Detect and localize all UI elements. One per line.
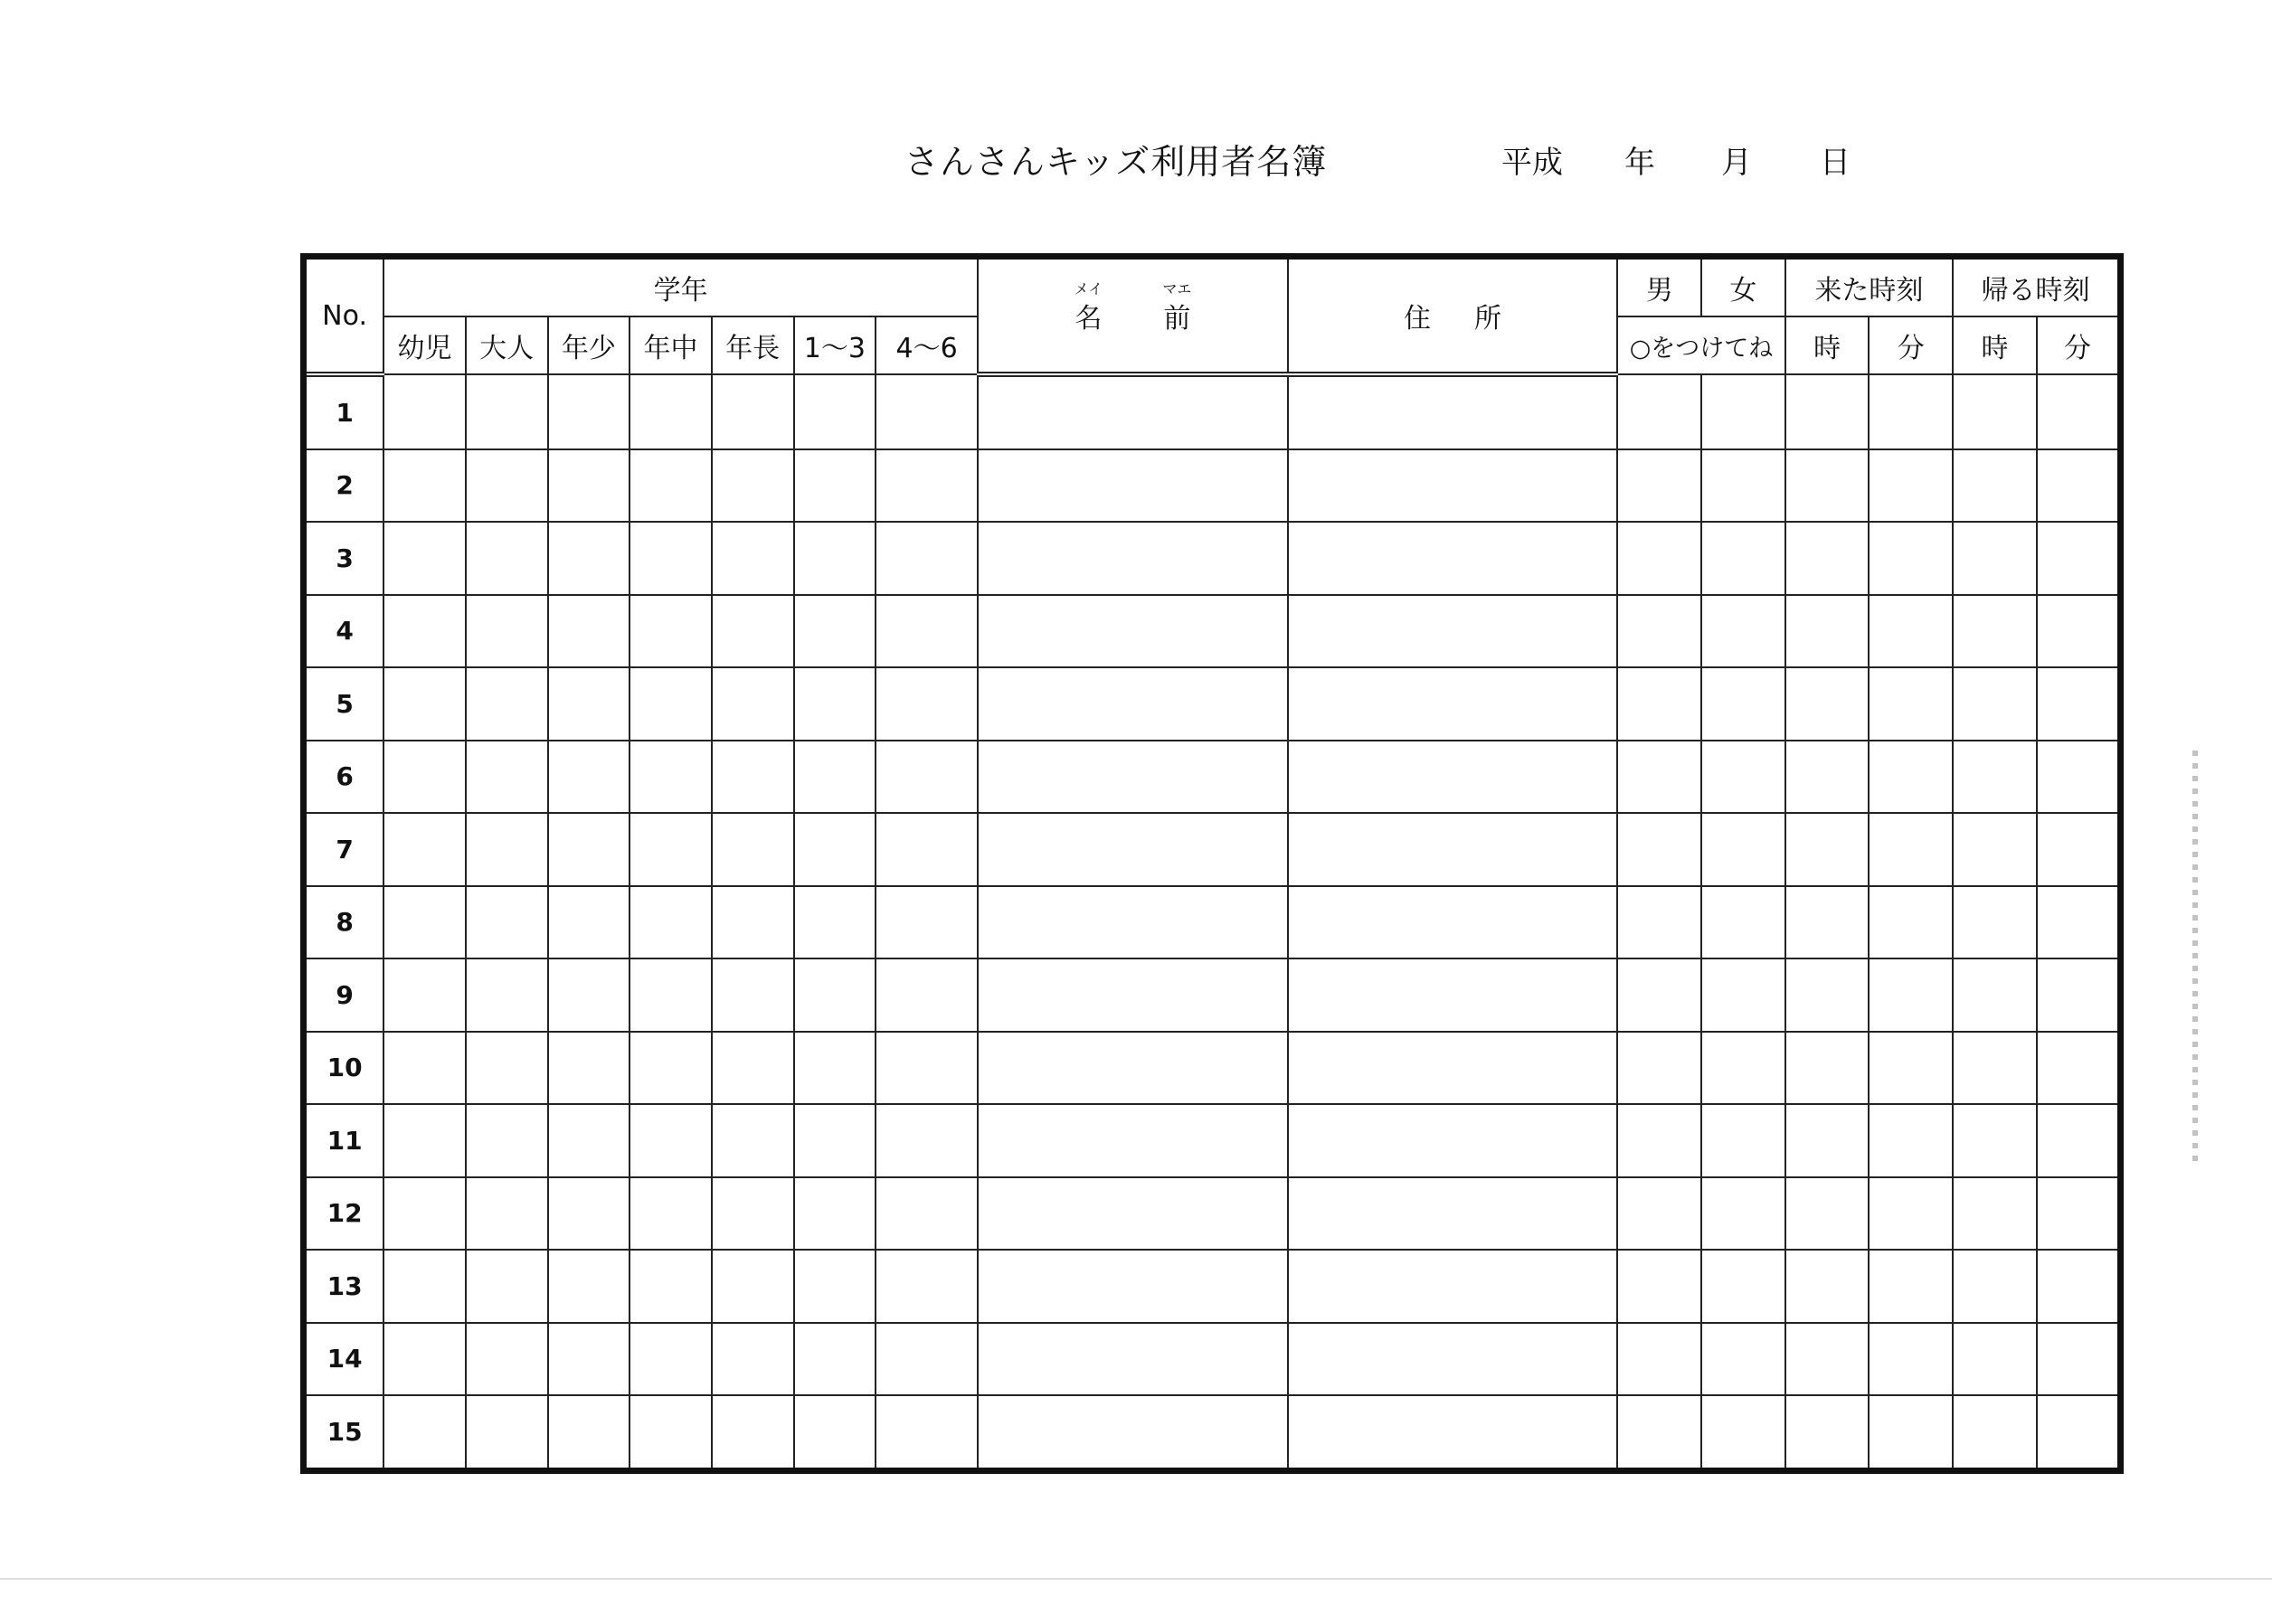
departure-minute-cell[interactable] [2037,374,2121,449]
female-column-header: 女 [1701,257,1785,317]
table-row [304,1177,2121,1251]
nencho-cell[interactable] [712,1032,794,1105]
female-cell[interactable] [1701,1250,1785,1323]
nensho-cell[interactable] [548,1395,630,1470]
row-number: 11 [304,1104,384,1177]
grade-4-6-cell[interactable] [876,958,978,1032]
female-cell[interactable] [1701,1177,1785,1251]
departure-minute-cell[interactable] [2037,1032,2121,1105]
departure-hour-cell[interactable] [1953,522,2037,595]
male-cell[interactable] [1617,667,1701,741]
nenchu-cell[interactable] [630,522,712,595]
female-cell[interactable] [1701,1395,1785,1470]
nencho-cell[interactable] [712,1104,794,1177]
adult-cell[interactable] [466,1177,548,1251]
table-row [304,813,2121,886]
nensho-cell[interactable] [548,1177,630,1251]
arrival-minute-cell[interactable] [1869,958,1953,1032]
date-day-label: 日 [1820,145,1851,181]
infant-cell[interactable] [383,449,466,523]
table-row [304,1104,2121,1177]
address-cell[interactable] [1288,522,1618,595]
female-cell[interactable] [1701,813,1785,886]
arrival-minute-cell[interactable] [1869,1032,1953,1105]
adult-cell[interactable] [466,374,548,449]
grade-1-3-cell[interactable] [794,1177,876,1251]
nensho-cell[interactable] [548,886,630,959]
adult-cell[interactable] [466,1323,548,1396]
form-title: さんさんキッズ利用者名簿 [904,142,1328,182]
arrival-hour-cell[interactable] [1785,595,1870,668]
name-cell[interactable] [978,1032,1288,1105]
row-number: 15 [304,1395,384,1470]
nensho-cell[interactable] [548,958,630,1032]
row-number: 5 [304,667,384,741]
address-cell[interactable] [1288,1032,1618,1105]
row-number: 13 [304,1250,384,1323]
adult-cell[interactable] [466,667,548,741]
grade-4-6-cell[interactable] [876,595,978,668]
departure-hour-cell[interactable] [1953,886,2037,959]
adult-cell[interactable] [466,1032,548,1105]
row-number: 1 [304,374,384,449]
infant-cell[interactable] [383,522,466,595]
adult-cell[interactable] [466,813,548,886]
arrival-minute-cell[interactable] [1869,522,1953,595]
name-ruby-2: マエ [1162,280,1192,297]
adult-cell[interactable] [466,522,548,595]
infant-cell[interactable] [383,813,466,886]
infant-cell[interactable] [383,1104,466,1177]
female-cell[interactable] [1701,958,1785,1032]
adult-cell[interactable] [466,958,548,1032]
grade-4-6-cell[interactable] [876,741,978,814]
arrival-hour-cell[interactable] [1785,1104,1870,1177]
grade-4-6-cell[interactable] [876,374,978,449]
arrival-hour-cell[interactable] [1785,667,1870,741]
arrival-hour-cell[interactable] [1785,1323,1870,1396]
departure-minute-cell[interactable] [2037,1177,2121,1251]
nensho-cell[interactable] [548,1032,630,1105]
name-cell[interactable] [978,522,1288,595]
departure-hour-cell[interactable] [1953,958,2037,1032]
arrival-hour-cell[interactable] [1785,449,1870,523]
table-row [304,958,2121,1032]
infant-cell[interactable] [383,1323,466,1396]
name-cell[interactable] [978,1250,1288,1323]
address-cell[interactable] [1288,449,1618,523]
address-cell[interactable] [1288,667,1618,741]
arrival-hour-cell[interactable] [1785,1177,1870,1251]
grade-4-6-cell[interactable] [876,449,978,523]
male-cell[interactable] [1617,1177,1701,1251]
nensho-cell[interactable] [548,1323,630,1396]
nencho-cell[interactable] [712,813,794,886]
row-number: 12 [304,1177,384,1251]
nenchu-cell[interactable] [630,1323,712,1396]
roster-body [304,374,2121,1470]
grade-col-1-3: 1～3 [794,316,876,374]
male-cell[interactable] [1617,1323,1701,1396]
female-cell[interactable] [1701,522,1785,595]
departure-hour-cell[interactable] [1953,741,2037,814]
adult-cell[interactable] [466,1250,548,1323]
departure-hour-cell[interactable] [1953,667,2037,741]
nenchu-cell[interactable] [630,595,712,668]
male-cell[interactable] [1617,595,1701,668]
arrival-minute-cell[interactable] [1869,741,1953,814]
row-number: 10 [304,1032,384,1105]
nenchu-cell[interactable] [630,886,712,959]
scan-artifact [2192,751,2198,1166]
arrival-minute-cell[interactable] [1869,1177,1953,1251]
arrival-time-header: 来た時刻 [1785,257,1953,317]
departure-minute-cell[interactable] [2037,741,2121,814]
name-cell[interactable] [978,1395,1288,1470]
male-cell[interactable] [1617,813,1701,886]
address-cell[interactable] [1288,1323,1618,1396]
infant-cell[interactable] [383,1177,466,1251]
adult-cell[interactable] [466,1395,548,1470]
adult-cell[interactable] [466,741,548,814]
adult-cell[interactable] [466,886,548,959]
address-cell[interactable] [1288,1177,1618,1251]
header-row-1 [304,257,2121,317]
address-cell[interactable] [1288,958,1618,1032]
row-number: 4 [304,595,384,668]
departure-hour-header: 時 [1953,316,2037,374]
arrival-minute-cell[interactable] [1869,595,1953,668]
nencho-cell[interactable] [712,1323,794,1396]
infant-cell[interactable] [383,1395,466,1470]
nencho-cell[interactable] [712,1395,794,1470]
nenchu-cell[interactable] [630,1250,712,1323]
grade-4-6-cell[interactable] [876,522,978,595]
name-cell[interactable] [978,813,1288,886]
departure-minute-cell[interactable] [2037,449,2121,523]
nensho-cell[interactable] [548,595,630,668]
arrival-hour-cell[interactable] [1785,813,1870,886]
male-cell[interactable] [1617,1250,1701,1323]
departure-minute-cell[interactable] [2037,958,2121,1032]
name-ruby-1: メイ [1074,280,1103,297]
male-column-header: 男 [1617,257,1701,317]
nensho-cell[interactable] [548,374,630,449]
table-row [304,741,2121,814]
nencho-cell[interactable] [712,958,794,1032]
grade-1-3-cell[interactable] [794,667,876,741]
arrival-minute-cell[interactable] [1869,1323,1953,1396]
grade-1-3-cell[interactable] [794,1250,876,1323]
address-cell[interactable] [1288,374,1618,449]
nenchu-cell[interactable] [630,1395,712,1470]
nenchu-cell[interactable] [630,741,712,814]
male-cell[interactable] [1617,1395,1701,1470]
date-year-label: 年 [1624,145,1655,181]
grade-4-6-cell[interactable] [876,667,978,741]
nenchu-cell[interactable] [630,374,712,449]
row-number: 6 [304,741,384,814]
arrival-hour-cell[interactable] [1785,522,1870,595]
nensho-cell[interactable] [548,741,630,814]
male-cell[interactable] [1617,449,1701,523]
address-cell[interactable] [1288,813,1618,886]
name-cell[interactable] [978,374,1288,449]
scan-edge-line [0,1578,2272,1580]
grade-col-4-6: 4～6 [876,316,978,374]
name-char-1: メイ 名 [1074,296,1102,335]
grade-4-6-cell[interactable] [876,1032,978,1105]
grade-4-6-cell[interactable] [876,1250,978,1323]
table-row [304,1250,2121,1323]
name-cell[interactable] [978,1104,1288,1177]
nensho-cell[interactable] [548,667,630,741]
male-cell[interactable] [1617,522,1701,595]
table-row [304,449,2121,523]
infant-cell[interactable] [383,595,466,668]
nensho-cell[interactable] [548,522,630,595]
nenchu-cell[interactable] [630,1104,712,1177]
name-cell[interactable] [978,1177,1288,1251]
arrival-hour-cell[interactable] [1785,886,1870,959]
grade-1-3-cell[interactable] [794,595,876,668]
departure-hour-cell[interactable] [1953,1177,2037,1251]
male-cell[interactable] [1617,958,1701,1032]
name-cell[interactable] [978,1323,1288,1396]
male-cell[interactable] [1617,1104,1701,1177]
nenchu-cell[interactable] [630,813,712,886]
departure-minute-header: 分 [2037,316,2121,374]
arrival-minute-cell[interactable] [1869,667,1953,741]
arrival-minute-cell[interactable] [1869,374,1953,449]
no-column-header: No. [304,257,384,375]
departure-hour-cell[interactable] [1953,1032,2037,1105]
female-cell[interactable] [1701,374,1785,449]
table-row [304,1323,2121,1396]
departure-minute-cell[interactable] [2037,667,2121,741]
grade-4-6-cell[interactable] [876,886,978,959]
row-number: 3 [304,522,384,595]
nencho-cell[interactable] [712,741,794,814]
grade-4-6-cell[interactable] [876,813,978,886]
arrival-minute-cell[interactable] [1869,1395,1953,1470]
arrival-hour-cell[interactable] [1785,958,1870,1032]
adult-cell[interactable] [466,1104,548,1177]
arrival-minute-cell[interactable] [1869,449,1953,523]
grade-4-6-cell[interactable] [876,1104,978,1177]
departure-hour-cell[interactable] [1953,1104,2037,1177]
grade-1-3-cell[interactable] [794,374,876,449]
grade-1-3-cell[interactable] [794,1323,876,1396]
grade-1-3-cell[interactable] [794,741,876,814]
departure-hour-cell[interactable] [1953,1323,2037,1396]
nensho-cell[interactable] [548,813,630,886]
nenchu-cell[interactable] [630,667,712,741]
adult-cell[interactable] [466,595,548,668]
departure-minute-cell[interactable] [2037,813,2121,886]
nensho-cell[interactable] [548,449,630,523]
grade-1-3-cell[interactable] [794,958,876,1032]
nencho-cell[interactable] [712,374,794,449]
nenchu-cell[interactable] [630,1177,712,1251]
female-cell[interactable] [1701,886,1785,959]
departure-minute-cell[interactable] [2037,595,2121,668]
arrival-hour-cell[interactable] [1785,1032,1870,1105]
arrival-hour-header: 時 [1785,316,1870,374]
adult-cell[interactable] [466,449,548,523]
arrival-minute-header: 分 [1869,316,1953,374]
nenchu-cell[interactable] [630,958,712,1032]
name-char-2: マエ 前 [1163,296,1190,335]
address-cell[interactable] [1288,886,1618,959]
nenchu-cell[interactable] [630,449,712,523]
arrival-minute-cell[interactable] [1869,886,1953,959]
row-number: 8 [304,886,384,959]
nencho-cell[interactable] [712,522,794,595]
nencho-cell[interactable] [712,1250,794,1323]
female-cell[interactable] [1701,741,1785,814]
roster-table [300,253,2124,1474]
mark-instruction: ○をつけてね [1617,316,1784,374]
grade-4-6-cell[interactable] [876,1177,978,1251]
grade-4-6-cell[interactable] [876,1323,978,1396]
nencho-cell[interactable] [712,886,794,959]
nencho-cell[interactable] [712,595,794,668]
departure-minute-cell[interactable] [2037,886,2121,959]
nencho-cell[interactable] [712,449,794,523]
grade-1-3-cell[interactable] [794,813,876,886]
address-cell[interactable] [1288,1250,1618,1323]
departure-minute-cell[interactable] [2037,522,2121,595]
address-cell[interactable] [1288,595,1618,668]
name-cell[interactable] [978,449,1288,523]
male-cell[interactable] [1617,886,1701,959]
male-cell[interactable] [1617,374,1701,449]
row-number: 14 [304,1323,384,1396]
name-cell[interactable] [978,667,1288,741]
table-row [304,1032,2121,1105]
address-cell[interactable] [1288,1104,1618,1177]
arrival-minute-cell[interactable] [1869,1104,1953,1177]
departure-minute-cell[interactable] [2037,1104,2121,1177]
infant-cell[interactable] [383,374,466,449]
infant-cell[interactable] [383,667,466,741]
departure-hour-cell[interactable] [1953,1395,2037,1470]
grade-1-3-cell[interactable] [794,886,876,959]
table-row [304,374,2121,449]
table-row [304,595,2121,668]
arrival-hour-cell[interactable] [1785,1250,1870,1323]
date-era: 平成 [1501,145,1563,181]
nencho-cell[interactable] [712,1177,794,1251]
name-cell[interactable] [978,886,1288,959]
grade-1-3-cell[interactable] [794,1104,876,1177]
male-cell[interactable] [1617,1032,1701,1105]
departure-minute-cell[interactable] [2037,1323,2121,1396]
grade-col-infant: 幼児 [383,316,466,374]
row-number: 2 [304,449,384,523]
departure-hour-cell[interactable] [1953,813,2037,886]
grade-1-3-cell[interactable] [794,1395,876,1470]
departure-hour-cell[interactable] [1953,595,2037,668]
table-row [304,667,2121,741]
nenchu-cell[interactable] [630,1032,712,1105]
name-column-header [978,257,1288,375]
grade-col-adult: 大人 [466,316,548,374]
female-cell[interactable] [1701,595,1785,668]
grade-4-6-cell[interactable] [876,1395,978,1470]
departure-hour-cell[interactable] [1953,449,2037,523]
nensho-cell[interactable] [548,1250,630,1323]
grade-1-3-cell[interactable] [794,522,876,595]
grade-col-nenchu: 年中 [630,316,712,374]
grade-column-header: 学年 [383,257,978,317]
row-number: 9 [304,958,384,1032]
name-cell[interactable] [978,741,1288,814]
grade-col-nensho: 年少 [548,316,630,374]
grade-col-nencho: 年長 [712,316,794,374]
row-number: 7 [304,813,384,886]
table-row [304,886,2121,959]
departure-hour-cell[interactable] [1953,1250,2037,1323]
female-cell[interactable] [1701,449,1785,523]
nensho-cell[interactable] [548,1104,630,1177]
female-cell[interactable] [1701,1032,1785,1105]
arrival-hour-cell[interactable] [1785,374,1870,449]
departure-time-header: 帰る時刻 [1953,257,2120,317]
name-cell[interactable] [978,958,1288,1032]
arrival-minute-cell[interactable] [1869,1250,1953,1323]
arrival-hour-cell[interactable] [1785,741,1870,814]
infant-cell[interactable] [383,958,466,1032]
arrival-hour-cell[interactable] [1785,1395,1870,1470]
departure-minute-cell[interactable] [2037,1395,2121,1470]
table-row [304,522,2121,595]
address-cell[interactable] [1288,1395,1618,1470]
address-cell[interactable] [1288,741,1618,814]
infant-cell[interactable] [383,1032,466,1105]
female-cell[interactable] [1701,1104,1785,1177]
female-cell[interactable] [1701,667,1785,741]
name-cell[interactable] [978,595,1288,668]
infant-cell[interactable] [383,886,466,959]
infant-cell[interactable] [383,1250,466,1323]
nencho-cell[interactable] [712,667,794,741]
infant-cell[interactable] [383,741,466,814]
departure-hour-cell[interactable] [1953,374,2037,449]
grade-1-3-cell[interactable] [794,449,876,523]
address-column-header: 住所 [1288,257,1618,375]
arrival-minute-cell[interactable] [1869,813,1953,886]
female-cell[interactable] [1701,1323,1785,1396]
grade-1-3-cell[interactable] [794,1032,876,1105]
date-month-label: 月 [1721,145,1752,181]
table-row [304,1395,2121,1470]
male-cell[interactable] [1617,741,1701,814]
departure-minute-cell[interactable] [2037,1250,2121,1323]
